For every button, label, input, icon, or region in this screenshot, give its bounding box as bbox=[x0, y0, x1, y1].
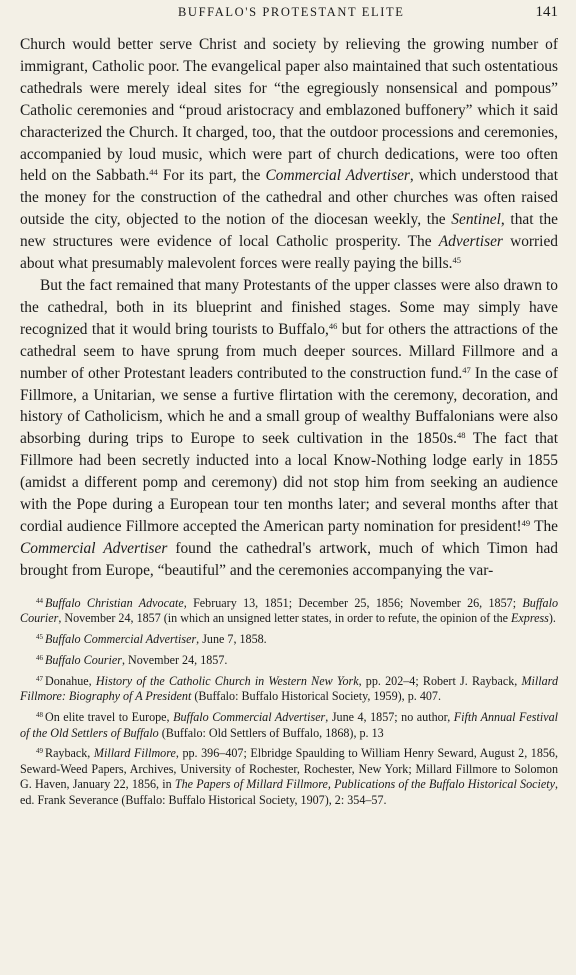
text-run: (Buffalo: Buffalo Historical Society, 1959), p. 407. bbox=[191, 689, 441, 704]
body-paragraph bbox=[20, 34, 558, 275]
text-run: The bbox=[530, 517, 558, 535]
text-run: In the case of Fillmore, a Unitarian, we sense a furtive flirtation with the ceremony, decoration, and history of Catholicism, which he and a small group of wealthy Buffalonians were also absorbing during trips to Europe to seek cultivation in the 1850s. bbox=[20, 364, 558, 448]
footnote-ref: 48 bbox=[456, 430, 466, 441]
italic-title: Millard Fillmore bbox=[93, 746, 176, 761]
text-run: , that the new structures were evidence of local Catholic prosperity. The bbox=[20, 211, 558, 251]
italic-title: Buffalo Courier bbox=[20, 595, 558, 626]
footnote-ref: 47 bbox=[462, 364, 471, 375]
text-run: , pp. 202–4; Robert J. Rayback, bbox=[358, 673, 522, 688]
italic-title: Advertiser bbox=[438, 233, 503, 251]
italic-title: Buffalo Commercial Advertiser bbox=[45, 631, 197, 646]
footnote-number: 46 bbox=[36, 653, 43, 662]
page-number: 141 bbox=[535, 4, 558, 20]
italic-title: History of the Catholic Church in Western New York bbox=[95, 673, 359, 688]
text-run: Rayback, bbox=[45, 746, 94, 761]
text-run: but for others the attractions of the cathedral seem to have sprung from much deeper sources. Millard Fillmore and a number of other Protestant leaders contributed to the construction fund. bbox=[20, 320, 558, 382]
text-run: , February 13, 1851; December 25, 1856; November 26, 1857; bbox=[183, 595, 523, 610]
text-run: On elite travel to Europe, bbox=[45, 710, 174, 725]
italic-title: Commercial Advertiser bbox=[265, 167, 410, 185]
text-run: , pp. 396–407; Elbridge Spaulding to William Henry Seward, August 2, 1856, Seward-Weed Papers, Archives, University of Rochester, Rochester, New York; Millard Fillmore to Solomon G. Haven, January 22, 1856, in bbox=[20, 746, 559, 792]
footnote-ref: 44 bbox=[149, 167, 158, 178]
italic-title: Sentinel bbox=[451, 211, 501, 229]
italic-title: Millard Fillmore: Biography of A President bbox=[20, 673, 558, 704]
footnote bbox=[20, 632, 558, 647]
text-run: ). bbox=[548, 611, 556, 626]
footnote-ref: 46 bbox=[328, 320, 338, 331]
italic-title: Express bbox=[511, 611, 549, 626]
footnote-number: 48 bbox=[36, 711, 43, 720]
footnote bbox=[20, 746, 558, 808]
text-run: The fact that Fillmore had been secretly inducted into a local Know-Nothing lodge early in 1855 (amidst a different pomp and ceremony) did not stop him from seeking an audience with the Pope during a European tour ten months later; and several months after that cordial audience Fillmore accepted the American party nomination for president! bbox=[20, 430, 558, 535]
footnote-ref: 45 bbox=[452, 255, 462, 266]
page-header bbox=[20, 4, 558, 34]
footnote-number: 49 bbox=[36, 747, 43, 756]
text-run: (Buffalo: Old Settlers of Buffalo, 1868), p. 13 bbox=[158, 725, 384, 740]
text-run: , June 7, 1858. bbox=[196, 631, 267, 646]
body-paragraph bbox=[20, 275, 558, 582]
text-run: , November 24, 1857 (in which an unsigned letter states, in order to refute, the opinion of the bbox=[58, 611, 512, 626]
footnotes bbox=[20, 596, 558, 808]
footnote-number: 45 bbox=[36, 632, 43, 641]
text-run: , ed. Frank Severance (Buffalo: Buffalo Historical Society, 1907), 2: 354–57. bbox=[20, 777, 558, 807]
footnote bbox=[20, 653, 558, 668]
body-text bbox=[20, 34, 558, 582]
text-run: , which understood that the money for the construction of the cathedral and other churches was often raised outside the city, objected to the notion of the diocesan weekly, the bbox=[20, 167, 558, 229]
footnote-number: 47 bbox=[36, 674, 43, 683]
text-run: worried about what presumably malevolent forces were really paying the bills. bbox=[20, 233, 558, 273]
text-run: But the fact remained that many Protestants of the upper classes were also drawn to the cathedral, both in its blueprint and finished stages. Some may simply have recognized that it would bring tourists to Buffalo, bbox=[20, 276, 558, 338]
footnote-ref: 49 bbox=[521, 517, 531, 528]
italic-title: Buffalo Commercial Advertiser bbox=[173, 710, 326, 725]
italic-title: Fifth Annual Festival of the Old Settlers of Buffalo bbox=[20, 710, 559, 740]
running-head: BUFFALO'S PROTESTANT ELITE bbox=[178, 5, 405, 19]
text-run: Donahue, bbox=[45, 673, 96, 688]
italic-title: Buffalo Courier bbox=[45, 652, 122, 667]
footnote bbox=[20, 674, 558, 705]
text-run: , June 4, 1857; no author, bbox=[325, 710, 454, 725]
footnote bbox=[20, 710, 558, 741]
italic-title: Commercial Advertiser bbox=[20, 539, 168, 557]
text-run: found the cathedral's artwork, much of which Timon had brought from Europe, “beautiful” and the ceremonies accompanying the var- bbox=[20, 539, 558, 579]
text-run: For its part, the bbox=[157, 167, 266, 185]
italic-title: The Papers of Millard Fillmore, Publications of the Buffalo Historical Society bbox=[174, 777, 555, 792]
footnote bbox=[20, 596, 558, 627]
italic-title: Buffalo Christian Advocate bbox=[45, 595, 184, 610]
text-run: , November 24, 1857. bbox=[121, 652, 228, 667]
text-run: Church would better serve Christ and society by relieving the growing number of immigrant, Catholic poor. The evangelical paper also maintained that such ostentatious cathedrals were merely ideal sites for “the egregiously nonsensical and pompous” Catholic ceremonies and “proud aristocracy and emblazoned buffonery” which it said characterized the Church. It charged, too, that the outdoor processions and ceremonies, accompanied by loud music, which were part of church dedications, were too often held on the Sabbath. bbox=[20, 36, 558, 185]
footnote-number: 44 bbox=[36, 596, 43, 605]
